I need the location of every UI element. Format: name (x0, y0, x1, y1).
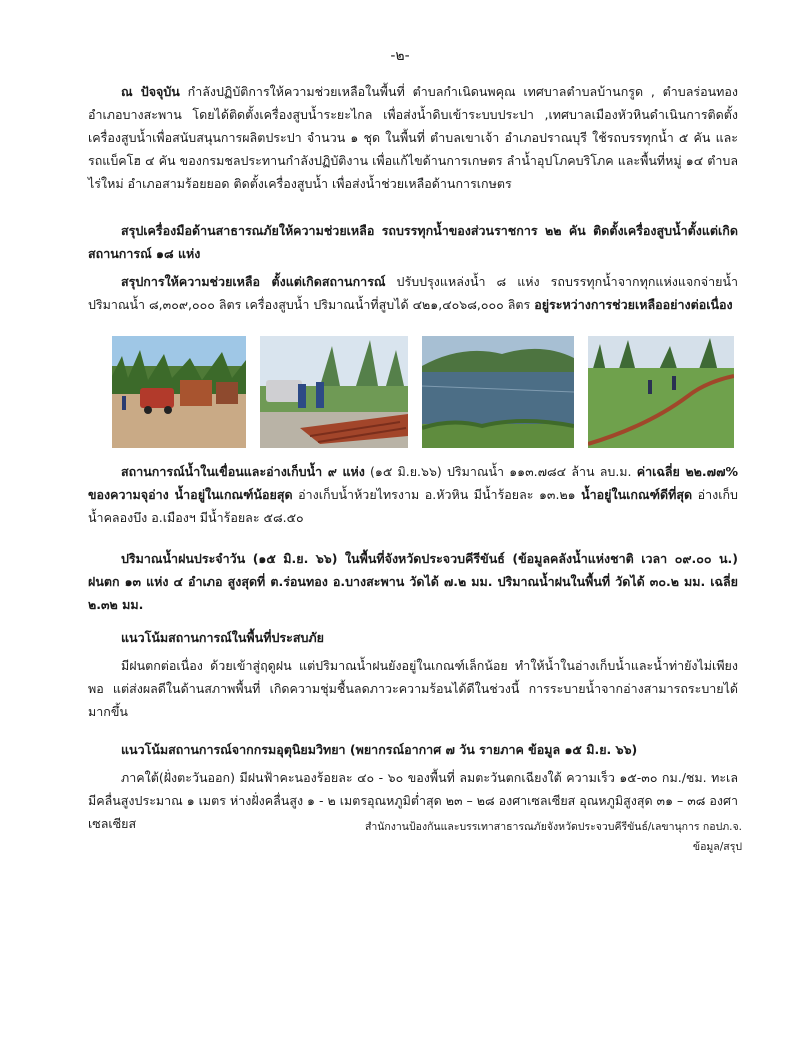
photo-trucks-pumps (112, 336, 246, 448)
paragraph-bold-1: ค่าเฉลี่ย ๒๒.๗๗% ของความจุอ่าง น้ำอยู่ในเกณฑ์น้อยสุด (88, 464, 738, 502)
paragraph-equipment-summary (88, 219, 738, 265)
paragraph-text: ภาคใต้(ฝั่งตะวันออก) มีฝนฟ้าคะนองร้อยละ ๔๐ - ๖๐ ของพื้นที่ ลมตะวันตกเฉียงใต้ ความเร็ว ๑๕-๓๐ กม./ชม. ทะเลมีคลื่นสูงประมาณ ๑ เมตร ห่างฝั่งคลื่นสูง ๑ - ๒ เมตรอุณหภูมิต่ำสุด ๒๓ – ๒๘ องศาเซลเซียส อุณหภูมิสูงสุด ๓๑ – ๓๘ องศาเซลเซียส (88, 770, 738, 831)
paragraph-text: มีฝนตกต่อเนื่อง ด้วยเข้าสู่ฤดูฝน แต่ปริมาณน้ำฝนยังอยู่ในเกณฑ์เล็กน้อย ทำให้น้ำในอ่างเก็บน้ำและน้ำท่ายังไม่เพียงพอ แต่ส่งผลดีในด้านสภาพพื้นที่ เกิดความชุ่มชื้นลดภาวะความร้อนได้ดีในช่วงนี้ การระบายน้ำจากอ่างสามารถระบายได้มากขึ้น (88, 658, 738, 719)
photo-field-pipeline (588, 336, 734, 448)
paragraph-text: สรุปเครื่องมือด้านสาธารณภัยให้ความช่วยเหลือ รถบรรทุกน้ำของส่วนราชการ ๒๒ คัน ติดตั้งเครื่องสูบน้ำตั้งแต่เกิดสถานการณ์ ๑๘ แห่ง (88, 223, 738, 261)
paragraph-area-trend (88, 654, 738, 723)
paragraph-text: ปริมาณน้ำฝนประจำวัน (๑๕ มิ.ย. ๖๖) ในพื้นที่จังหวัดประจวบคีรีขันธ์ (ข้อมูลคลังน้ำแห่งชาติ เวลา ๐๙.๐๐ น.) ฝนตก ๑๓ แห่ง ๔ อำเภอ สูงสุดที่ ต.ร่อนทอง อ.บางสะพาน วัดได้ ๗.๒ มม. ปริมาณน้ำฝนในพื้นที่ วัดได้ ๓๐.๒ มม. เฉลี่ย ๒.๓๒ มม. (88, 551, 738, 612)
heading-text: แนวโน้มสถานการณ์ในพื้นที่ประสบภัย (121, 630, 324, 645)
paragraph-text-3: อ่างเก็บน้ำคลองบึง อ.เมืองฯ มีน้ำร้อยละ ๕๘.๕๐ (88, 487, 738, 525)
photo-strip (112, 336, 734, 448)
paragraph-tail: อยู่ระหว่างการช่วยเหลืออย่างต่อเนื่อง (534, 297, 733, 312)
paragraph-reservoir-status (88, 460, 738, 529)
paragraph-text: กำลังปฏิบัติการให้ความช่วยเหลือในพื้นที่ ตำบลกำเนิดนพคุณ เทศบาลตำบลบ้านกรูด , ตำบลร่อนทอง อำเภอบางสะพาน โดยได้ติดตั้งเครื่องสูบน้ำระยะไกล เพื่อส่งน้ำดิบเข้าระบบประปา ,เทศบาลเมืองหัวหินดำเนินการติดตั้งเครื่องสูบน้ำเพื่อสนับสนุนการผลิตประปา จำนวน ๑ ชุด ในพื้นที่ ตำบลเขาเจ้า อำเภอปราณบุรี ใช้รถบรรทุกน้ำ ๕ คัน และรถแบ็คโฮ ๔ คัน ของกรมชลประทานกำลังปฏิบัติงาน เพื่อแก้ไขด้านการเกษตร ลำน้ำอุปโภคบริโภค และพื้นที่หมู่ ๑๔ ตำบลไร่ใหม่ อำเภอสามร้อยยอด ติดตั้งเครื่องสูบน้ำ เพื่อส่งน้ำช่วยเหลือด้านการเกษตร (88, 84, 739, 191)
paragraph-current-operations (88, 80, 738, 195)
footer-note: ข้อมูล/สรุป (692, 841, 742, 853)
page-number: -๒- (390, 48, 410, 64)
paragraph-text-1: (๑๕ มิ.ย.๖๖) ปริมาณน้ำ ๑๑๓.๗๘๔ ล้าน ลบ.ม. (364, 464, 637, 479)
heading-area-trend (88, 626, 738, 649)
paragraph-lead: สรุปการให้ความช่วยเหลือ ตั้งแต่เกิดสถานการณ์ (121, 274, 386, 289)
photo-reservoir (422, 336, 574, 448)
heading-text: แนวโน้มสถานการณ์จากกรมอุตุนิยมวิทยา (พยากรณ์อากาศ ๗ วัน รายภาค ข้อมูล ๑๕ มิ.ย. ๖๖) (121, 742, 638, 757)
paragraph-daily-rainfall (88, 547, 738, 616)
paragraph-assistance-summary (88, 270, 738, 316)
footer-office: สำนักงานป้องกันและบรรเทาสาธารณภัยจังหวัดประจวบคีรีขันธ์/เลขานุการ กอปภ.จ. (364, 821, 742, 833)
paragraph-text-2: อ่างเก็บน้ำห้วยไทรงาม อ.หัวหิน มีน้ำร้อยละ ๑๓.๒๑ (292, 487, 582, 502)
photo-water-pipes (260, 336, 408, 448)
heading-tmd-forecast (88, 738, 738, 761)
paragraph-lead: สถานการณ์น้ำในเขื่อนและอ่างเก็บน้ำ ๙ แห่ง (121, 464, 365, 479)
paragraph-lead: ณ ปัจจุบัน (121, 84, 180, 99)
paragraph-text: ปรับปรุงแหล่งน้ำ ๘ แห่ง รถบรรทุกน้ำจากทุกแห่งแจกจ่ายน้ำปริมาณน้ำ ๘,๓๐๙,๐๐๐ ลิตร เครื่องสูบน้ำ ปริมาณน้ำที่สูบได้ ๔๒๑,๔๐๖๘,๐๐๐ ลิตร (88, 274, 739, 312)
paragraph-bold-2: น้ำอยู่ในเกณฑ์ดีที่สุด (581, 487, 693, 502)
